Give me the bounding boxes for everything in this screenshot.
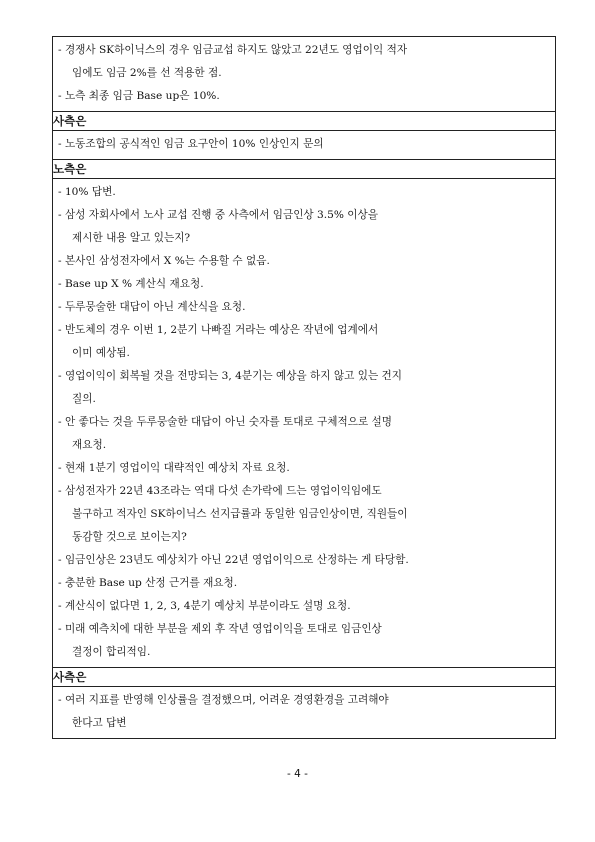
section-header: 노측은 (53, 160, 556, 179)
minutes-body (53, 37, 556, 739)
bullet-continuation: 질의. (72, 393, 96, 405)
bullet-line: - 본사인 삼성전자에서 X %는 수용할 수 없음. (58, 255, 270, 267)
section-body-row (53, 179, 556, 668)
bullet-line: - 노측 최종 임금 Base up은 10%. (58, 90, 220, 102)
section-header: 사측은 (53, 112, 556, 131)
bullet-line: - 경쟁사 SK하이닉스의 경우 임금교섭 하지도 않았고 22년도 영업이익 적자 (58, 44, 408, 56)
bullet-line: - 충분한 Base up 산정 근거를 재요청. (58, 577, 238, 589)
bullet-line: - 미래 예측치에 대한 부분을 제외 후 작년 영업이익을 토대로 임금인상 (58, 623, 382, 635)
bullet-continuation: 결정이 합리적임. (72, 646, 151, 658)
bullet-line: - Base up X % 계산식 재요청. (58, 278, 204, 290)
bullet-line: - 현재 1분기 영업이익 대략적인 예상치 자료 요청. (58, 462, 290, 474)
bullet-line: - 임금인상은 23년도 예상치가 아닌 22년 영업이익으로 산정하는 게 타당함. (58, 554, 409, 566)
section-body (53, 37, 556, 112)
bullet-continuation: 재요청. (72, 439, 107, 451)
section-content (53, 131, 555, 159)
bullet-line: - 10% 답변. (58, 186, 116, 198)
bullet-line: - 영업이익이 회복될 것을 전망되는 3, 4분기는 예상을 하지 않고 있는 건지 (58, 370, 403, 382)
section-body-row (53, 687, 556, 739)
bullet-continuation: 한다고 답변 (72, 717, 127, 729)
bullet-continuation: 이미 예상됨. (72, 347, 130, 359)
bullet-line: - 삼성 자회사에서 노사 교섭 진행 중 사측에서 임금인상 3.5% 이상을 (58, 209, 379, 221)
bullet-line: - 두루뭉술한 대답이 아닌 계산식을 요청. (58, 301, 246, 313)
bullet-line: - 여러 지표를 반영해 인상률을 결정했으며, 어려운 경영환경을 고려해야 (58, 694, 389, 706)
section-content (53, 37, 555, 111)
bullet-continuation: 임에도 임금 2%를 선 적용한 점. (72, 67, 222, 79)
section-header: 사측은 (53, 668, 556, 687)
section-body-row (53, 131, 556, 160)
section-body (53, 687, 556, 739)
section-header-row (53, 160, 556, 179)
bullet-continuation: 불구하고 적자인 SK하이닉스 선지급률과 동일한 임금인상이면, 직원들이 (72, 508, 408, 520)
section-body-row (53, 37, 556, 112)
bullet-continuation: 동감할 것으로 보이는지? (72, 531, 187, 543)
bullet-line: - 계산식이 없다면 1, 2, 3, 4분기 예상치 부분이라도 설명 요청. (58, 600, 351, 612)
bullet-line: - 반도체의 경우 이번 1, 2분기 나빠질 거라는 예상은 작년에 업계에서 (58, 324, 379, 336)
bullet-continuation: 제시한 내용 알고 있는지? (72, 232, 191, 244)
bullet-line: - 노동조합의 공식적인 임금 요구안이 10% 인상인지 문의 (58, 138, 324, 150)
section-body (53, 179, 556, 668)
section-body (53, 131, 556, 160)
section-content (53, 179, 555, 667)
bullet-line: - 삼성전자가 22년 43조라는 역대 다섯 손가락에 드는 영업이익임에도 (58, 485, 382, 497)
section-header-row (53, 112, 556, 131)
page-number: - 4 - (287, 768, 308, 780)
minutes-table (52, 36, 556, 739)
section-content (53, 687, 555, 738)
bullet-line: - 안 좋다는 것을 두루뭉술한 대답이 아닌 숫자를 토대로 구체적으로 설명 (58, 416, 393, 428)
section-header-row (53, 668, 556, 687)
document-page (52, 36, 556, 739)
